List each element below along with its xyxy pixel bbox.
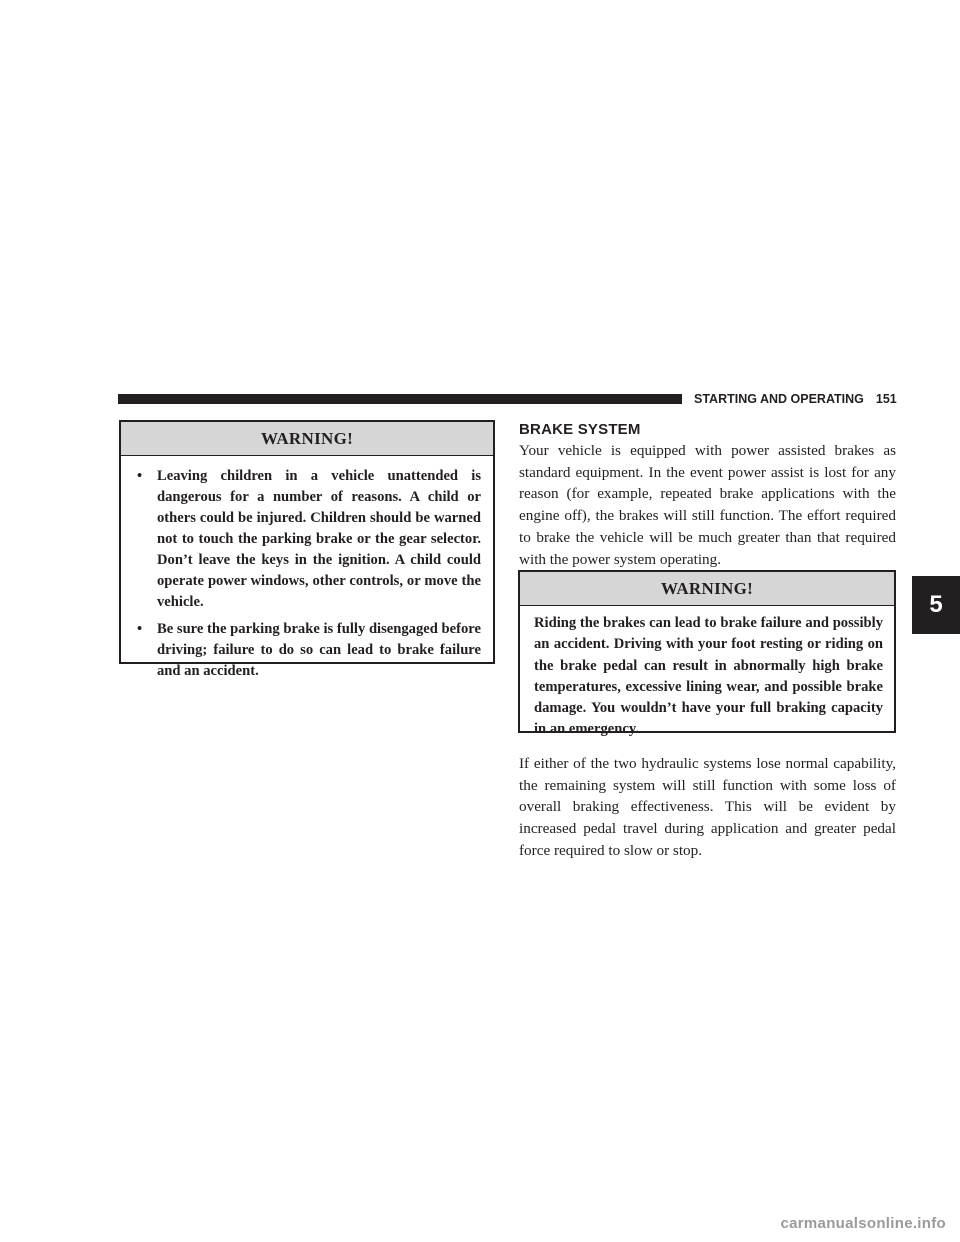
warning-bullet-text: Leaving children in a vehicle unattended is dangerous for a number of reasons. A child or others could be injured. Children should be warned not to touch the parking brake or the gear selector. Don’t leave the keys in the ignition. A child could operate power windows, other controls, or move the vehicle. (157, 468, 481, 610)
warning-bullet-item (137, 466, 481, 613)
chapter-tab: 5 (912, 576, 960, 634)
warning-box-children (119, 420, 495, 679)
running-header (694, 390, 897, 408)
bullet-icon: • (137, 621, 143, 637)
page-number: 151 (875, 392, 897, 406)
brake-system-paragraph-2: If either of the two hydraulic systems lose normal capability, the remaining system will still function with some loss of overall braking effectiveness. This will be evident by increased pedal travel during application and greater pedal force required to slow or stop. (519, 755, 896, 859)
warning-box-brakes (518, 570, 896, 738)
bullet-icon: • (137, 468, 143, 484)
watermark-text: carmanualsonline.info (780, 1215, 946, 1232)
header-rule (118, 394, 682, 404)
section-label: STARTING AND OPERATING (694, 392, 864, 406)
warning-body-text: Riding the brakes can lead to brake failure and possibly an accident. Driving with your foot resting or riding on the brake pedal can result in abnormally high brake temperatures, excessive lining wear, and possible brake damage. You wouldn’t have your full braking capacity in an emergency. (534, 615, 883, 738)
warning-bullet-text: Be sure the parking brake is fully disengaged before driving; failure to do so can lead to brake failure and an accident. (157, 621, 481, 679)
brake-system-paragraph-1: Your vehicle is equipped with power assisted brakes as standard equipment. In the event power assist is lost for any reason (for example, repeated brake applications with the engine off), the brakes will still function. The effort required to brake the vehicle will be much greater than that required with the power system operating. (519, 442, 896, 568)
warning-bullet-item (137, 619, 481, 682)
warning-bullet-list (121, 456, 493, 682)
warning-title: WARNING! (121, 422, 493, 456)
section-heading-brake-system: BRAKE SYSTEM (519, 421, 641, 438)
warning-title: WARNING! (520, 572, 894, 606)
